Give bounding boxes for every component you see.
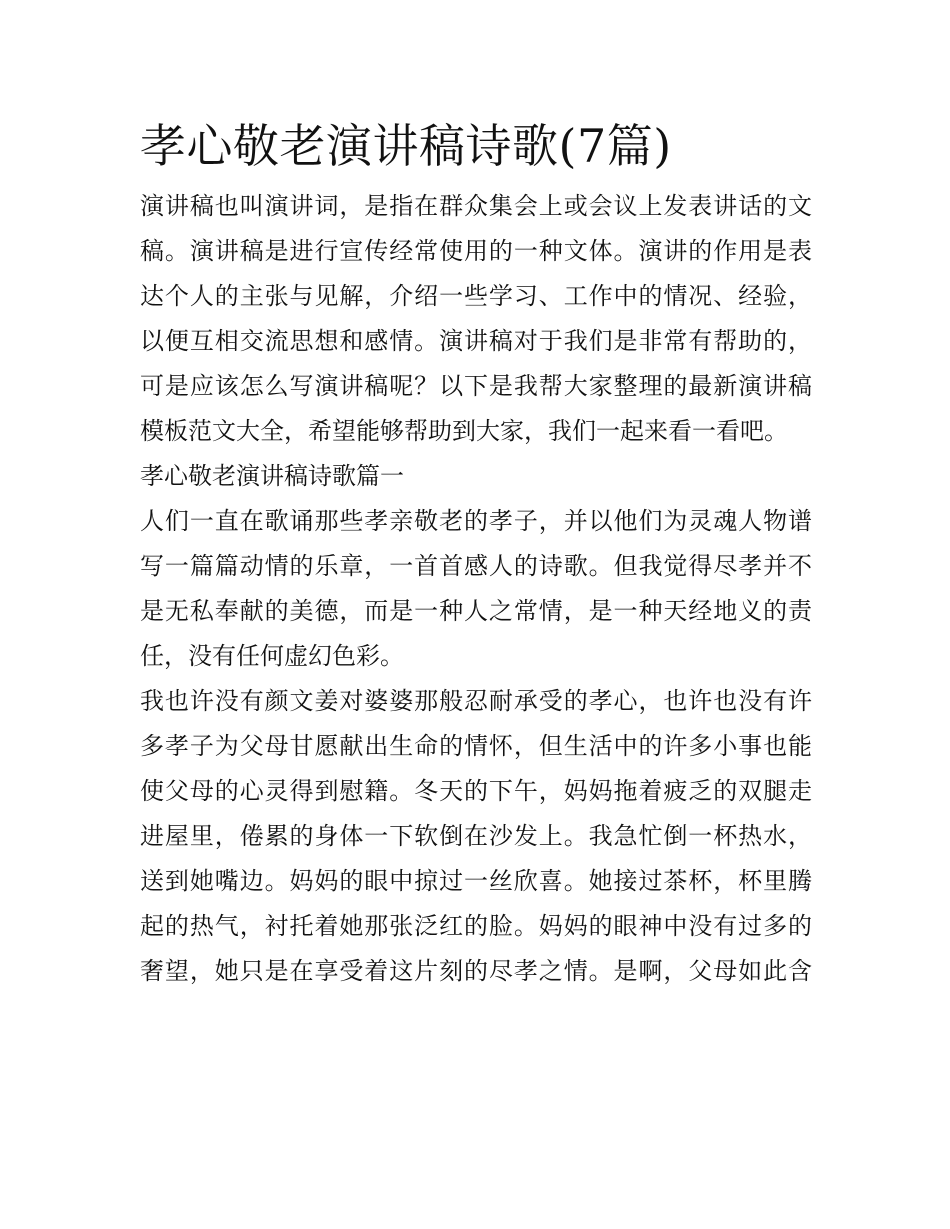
paragraph-line: 使父母的心灵得到慰籍。冬天的下午，妈妈拖着疲乏的双腿走 <box>140 777 812 805</box>
document-page <box>140 108 812 994</box>
paragraph-line: 进屋里，倦累的身体一下软倒在沙发上。我急忙倒一杯热水， <box>140 822 812 850</box>
paragraph-line: 我也许没有颜文姜对婆婆那般忍耐承受的孝心，也许也没有许 <box>140 687 812 715</box>
document-body <box>140 184 812 994</box>
paragraph-line: 人们一直在歌诵那些孝亲敬老的孝子，并以他们为灵魂人物谱 <box>140 507 812 535</box>
paragraph-line: 起的热气，衬托着她那张泛红的脸。妈妈的眼神中没有过多的 <box>140 912 812 940</box>
intro-line: 达个人的主张与见解，介绍一些学习、工作中的情况、经验， <box>140 282 812 310</box>
paragraph-line: 奢望，她只是在享受着这片刻的尽孝之情。是啊，父母如此含 <box>140 957 812 985</box>
intro-line: 演讲稿也叫演讲词，是指在群众集会上或会议上发表讲话的文 <box>140 192 812 220</box>
paragraph-2 <box>140 679 812 994</box>
paragraph-line: 写一篇篇动情的乐章，一首首感人的诗歌。但我觉得尽孝并不 <box>140 552 812 580</box>
section-heading: 孝心敬老演讲稿诗歌篇一 <box>140 462 404 490</box>
intro-line: 模板范文大全，希望能够帮助到大家，我们一起来看一看吧。 <box>140 417 788 445</box>
paragraph-line: 多孝子为父母甘愿献出生命的情怀，但生活中的许多小事也能 <box>140 732 812 760</box>
intro-line: 可是应该怎么写演讲稿呢？以下是我帮大家整理的最新演讲稿 <box>140 372 812 400</box>
paragraph-line: 是无私奉献的美德，而是一种人之常情，是一种天经地义的责 <box>140 597 812 625</box>
intro-line: 稿。演讲稿是进行宣传经常使用的一种文体。演讲的作用是表 <box>140 237 812 265</box>
paragraph-1 <box>140 499 812 679</box>
intro-paragraph <box>140 184 812 454</box>
document-title: 孝心敬老演讲稿诗歌(7篇) <box>140 119 672 173</box>
paragraph-line: 任，没有任何虚幻色彩。 <box>140 642 404 670</box>
intro-line: 以便互相交流思想和感情。演讲稿对于我们是非常有帮助的， <box>140 327 812 355</box>
paragraph-line: 送到她嘴边。妈妈的眼中掠过一丝欣喜。她接过茶杯，杯里腾 <box>140 867 812 895</box>
